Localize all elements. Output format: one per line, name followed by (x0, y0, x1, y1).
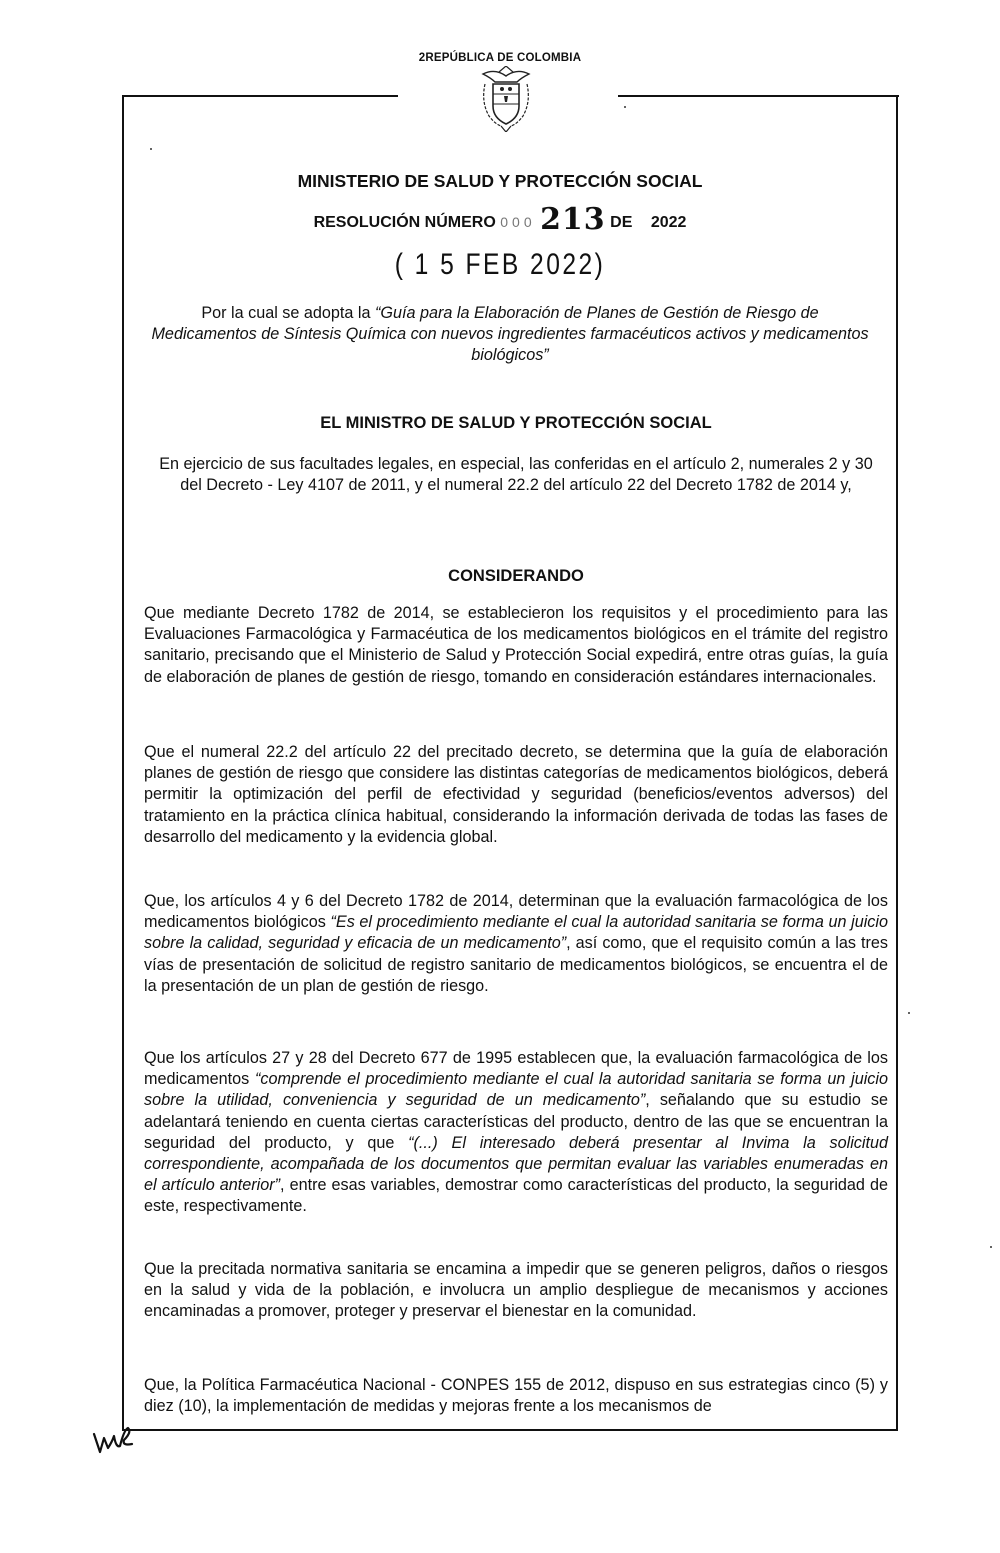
title-quoted: “Guía para la Elaboración de Planes de Gestión de Riesgo de Medicamentos de Síntesis Química con nuevos ingredientes farmacéuticos activos y medicamentos biológicos” (151, 304, 869, 365)
header-country: 2REPÚBLICA DE COLOMBIA (418, 52, 582, 64)
considerando-paragraph-5: Que la precitada normativa sanitaria se encamina a impedir que se generen peligros, daños o riesgos en la salud y vida de la población, e involucra un amplio despliegue de mecanismos y acciones encaminadas a promover, proteger y preservar el bienestar en la comunidad. (144, 1260, 888, 1321)
considerando-paragraph-6: Que, la Política Farmacéutica Nacional - CONPES 155 de 2012, dispuso en sus estrategias cinco (5) y diez (10), la implementación de medidas y mejoras frente a los mecanismos de (144, 1376, 888, 1416)
handwritten-initials-icon (92, 1422, 137, 1456)
p3-quote: “Es el procedimiento mediante el cual la autoridad sanitaria se forma un juicio sobre la calidad, seguridad y eficacia de un medicamento” (144, 913, 888, 953)
scan-speck (150, 148, 152, 150)
minister-heading: EL MINISTRO DE SALUD Y PROTECCIÓN SOCIAL (320, 414, 712, 432)
resolution-line (0, 202, 1000, 237)
title-intro: Por la cual se adopta la (201, 304, 376, 322)
date-stamp: ( 1 5 FEB 2022) (394, 248, 606, 281)
resolution-year: 2022 (650, 214, 687, 231)
considerando-paragraph-2: Que el numeral 22.2 del artículo 22 del precitado decreto, se determina que la guía de elaboración planes de gestión de riesgo que considere las distintas categorías de medicamentos biológicos, deberá permitir la optimización del perfil de efectividad y seguridad (beneficios/eventos adversos) del tratamiento en la práctica clínica habitual, considerando la información derivada de todas las fases de desarrollo del medicamento y la evidencia global. (144, 743, 888, 846)
considerando-heading: CONSIDERANDO (448, 567, 584, 585)
resolution-stamp-marks: 000 (500, 214, 536, 230)
p4-quote-2: “(...) El interesado deberá presentar al Invima la solicitud correspondiente, acompañada de los documentos que permitan evaluar las variables enumeradas en el artículo anterior” (144, 1133, 889, 1195)
considerando-paragraph-4 (144, 1048, 888, 1218)
ministry-heading: MINISTERIO DE SALUD Y PROTECCIÓN SOCIAL (297, 171, 703, 191)
p4-text-b: , señalando que su estudio se adelantará teniendo en cuenta ciertas características del producto, dentro de las que se encuentran la seguridad del producto, y que (144, 1091, 888, 1152)
resolution-label: RESOLUCIÓN NÚMERO (313, 214, 496, 231)
scan-speck (624, 106, 626, 108)
facultades-paragraph: En ejercicio de sus facultades legales, en especial, las conferidas en el artículo 2, numerales 2 y 30 del Decreto - Ley 4107 de 2011, y el numeral 22.2 del artículo 22 del Decreto 1782 de 2014 y, (159, 455, 873, 495)
resolution-number: 213 (540, 202, 606, 237)
p3-text-a: Que, los artículos 4 y 6 del Decreto 1782 de 2014, determinan que la evaluación farmacológica de los medicamentos biológicos (144, 892, 888, 932)
p4-text-c: , entre esas variables, demostrar como características del producto, la seguridad de este, respectivamente. (144, 1176, 888, 1216)
p3-text-b: , así como, que el requisito común a las tres vías de presentación de solicitud de registro sanitario de medicamentos biológicos, se encuentra el de la presentación de un plan de gestión de riesgo. (144, 934, 888, 995)
resolution-title (150, 303, 870, 367)
p4-quote-1: “comprende el procedimiento mediante el cual la autoridad sanitaria se forma un juicio sobre la utilidad, conveniencia y seguridad de un medicamento” (144, 1070, 888, 1110)
p4-text-a: Que los artículos 27 y 28 del Decreto 677 de 1995 establecen que, la evaluación farmacológica de los medicamentos (144, 1049, 888, 1089)
considerando-paragraph-3 (144, 891, 888, 997)
resolution-de: DE (610, 214, 633, 231)
scan-speck (908, 1012, 910, 1014)
considerando-paragraph-1: Que mediante Decreto 1782 de 2014, se establecieron los requisitos y el procedimiento para las Evaluaciones Farmacológica y Farmacéutica de los medicamentos biológicos en el trámite del registro sanitario, precisando que el Ministerio de Salud y Protección Social expedirá, entre otras guías, la guía de elaboración de planes de gestión de riesgo, tomando en consideración estándares internacionales. (144, 604, 888, 686)
scan-speck (990, 1246, 992, 1248)
